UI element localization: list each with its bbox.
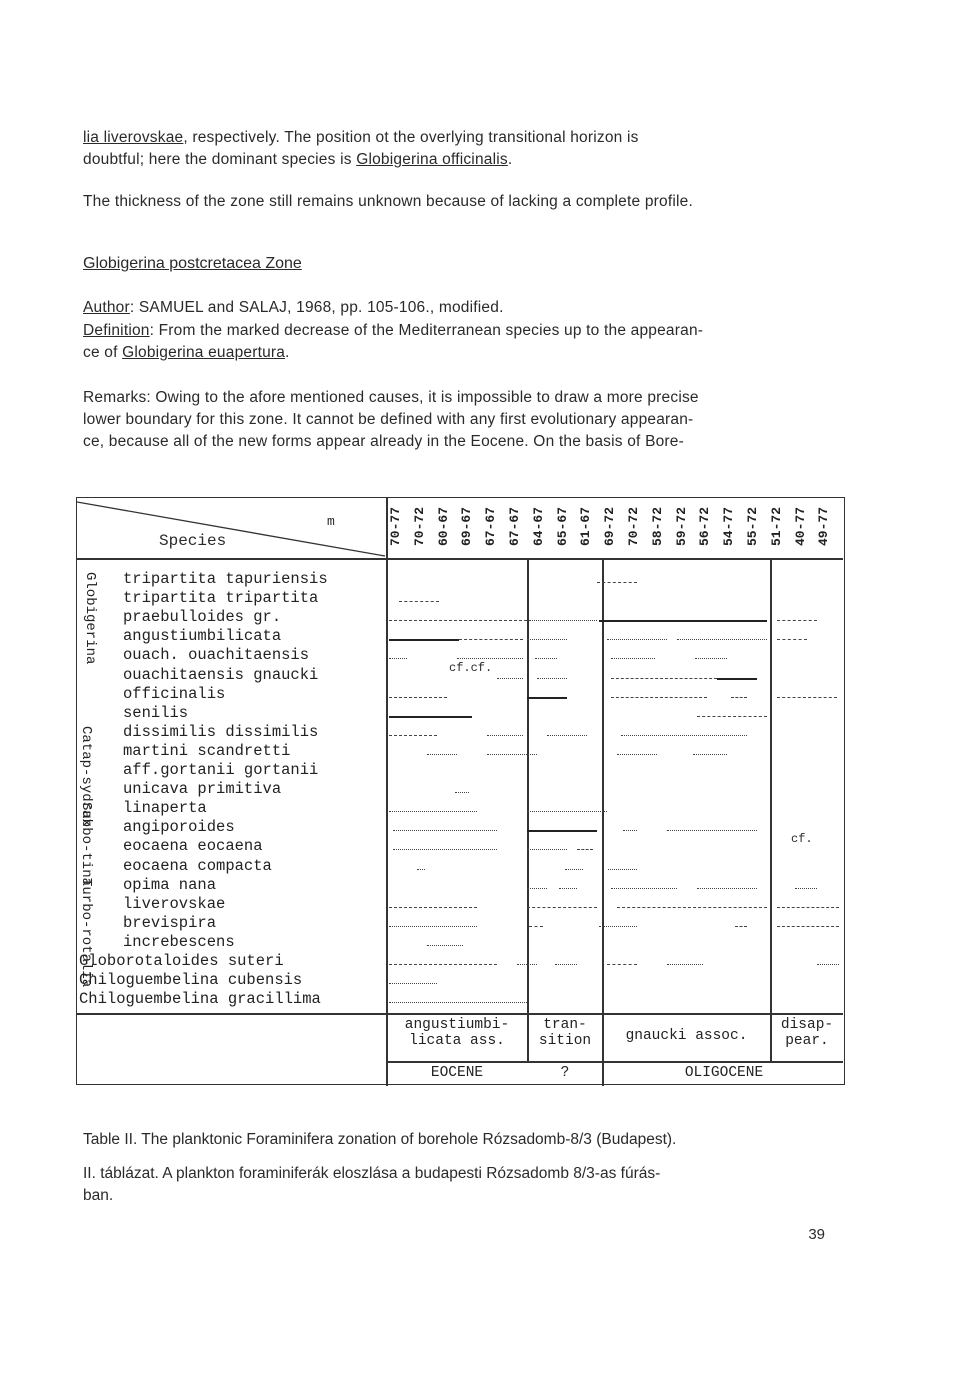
sample-depth-label: 67-67: [507, 506, 522, 546]
range-segment: [599, 926, 637, 927]
range-segment: [517, 964, 537, 965]
range-segment: [389, 735, 437, 736]
species-row: ouach. ouachitaensis: [123, 646, 310, 665]
range-segment: [389, 697, 447, 698]
range-segment: [389, 811, 477, 812]
sample-depth-label: 69-72: [602, 506, 618, 546]
sample-depth-label: 69-67: [459, 506, 475, 546]
range-segment: [607, 964, 637, 965]
sample-depth-label: 60-67: [435, 506, 451, 546]
species-row: eocaena compacta: [123, 856, 272, 875]
assemblage-angustiumbilicata: angustiumbi-licata ass.: [404, 1017, 510, 1049]
species-row: praebulloides gr.: [123, 608, 282, 627]
range-segment: [667, 830, 757, 831]
species-row: dissimilis dissimilis: [123, 722, 319, 741]
range-segment: [389, 639, 459, 641]
range-segment: [389, 716, 472, 718]
range-segment: [389, 907, 477, 908]
range-segment: [459, 639, 523, 640]
range-segment: [555, 964, 577, 965]
range-segment: [621, 735, 747, 736]
range-segment: [577, 849, 593, 850]
range-segment: [427, 945, 463, 946]
range-segment: [389, 658, 407, 659]
range-segment: [537, 678, 567, 679]
zone-heading: Globigerina postcretacea Zone: [83, 255, 302, 272]
range-segment: [547, 735, 587, 736]
range-segment: [617, 907, 767, 908]
species-row: angiporoides: [123, 818, 235, 837]
range-segment: [427, 754, 457, 755]
range-segment: [527, 830, 597, 832]
sample-depth-label: 61-67: [578, 506, 594, 546]
cf-label-2: cf.: [791, 832, 813, 846]
corner-diagonal: [77, 498, 387, 560]
intro-line-1: lia liverovskae, respectively. The position ot the overlying transitional horizon is: [83, 129, 639, 146]
assemblage-transition: tran-sition: [538, 1017, 592, 1049]
range-segment: [608, 869, 637, 870]
sample-depth-label: 49-77: [816, 506, 832, 546]
range-segment: [393, 849, 497, 850]
range-segment: [389, 983, 437, 984]
range-segment: [599, 620, 767, 622]
species-row: martini scandretti: [123, 741, 291, 760]
sample-depth-label: 64-67: [530, 506, 546, 546]
footer-divider: [77, 1013, 843, 1015]
species-row: tripartita tapuriensis: [123, 570, 328, 588]
sample-depth-label: 54-77: [721, 506, 737, 546]
group-label-subbotina: Subbo-tina: [78, 802, 94, 887]
range-segment: [399, 601, 439, 602]
range-segment: [697, 716, 767, 717]
species-row: linaperta: [123, 799, 207, 818]
assemblage-gnaucki: gnaucki assoc.: [625, 1028, 748, 1044]
sample-depth-label: 56-72: [697, 506, 713, 546]
sample-depth-label: 67-67: [483, 506, 499, 546]
range-segment: [611, 658, 655, 659]
sample-depth-label: 51-72: [768, 506, 784, 546]
range-segment: [455, 792, 469, 793]
species-header: Species: [159, 532, 227, 550]
species-row: senilis: [123, 703, 189, 722]
sample-depth-label: 70-72: [411, 506, 427, 546]
remarks-line-2: lower boundary for this zone. It cannot be defined with any first evolutionary appearan-: [83, 411, 694, 428]
range-segment: [777, 639, 807, 640]
range-segment: [667, 964, 703, 965]
range-segment: [417, 869, 425, 870]
intro-line-3: The thickness of the zone still remains unknown because of lacking a complete profile.: [83, 193, 693, 210]
range-segment: [527, 888, 547, 889]
species-row: ouachitaensis gnaucki: [123, 665, 319, 684]
range-segment: [735, 926, 747, 927]
group-label-turborotalia: Turbo-rotalia: [78, 878, 94, 988]
species-row: Chiloguembelina gracillima: [79, 990, 321, 1009]
range-segment: [597, 582, 637, 583]
author-line: Author: SAMUEL and SALAJ, 1968, pp. 105-106., modified.: [83, 299, 504, 316]
range-segment: [611, 697, 707, 698]
range-segment: [393, 830, 497, 831]
range-segment: [695, 658, 727, 659]
range-segment: [731, 697, 747, 698]
range-segment: [559, 888, 577, 889]
species-row: opima nana: [123, 875, 217, 894]
range-segment: [611, 888, 677, 889]
range-segment: [529, 926, 543, 927]
caption-hu-1: II. táblázat. A plankton foraminiferák eloszlása a budapesti Rózsadomb 8/3-as fúrás-: [83, 1165, 661, 1182]
range-segment: [457, 658, 523, 659]
species-row: brevispira: [123, 913, 217, 932]
definition-line-1: Definition: From the marked decrease of the Mediterranean species up to the appearan-: [83, 322, 704, 339]
range-segment: [777, 620, 817, 621]
caption-en: Table II. The planktonic Foraminifera zonation of borehole Rózsadomb-8/3 (Budapest).: [83, 1131, 677, 1148]
age-eocene: EOCENE: [430, 1065, 484, 1081]
range-segment: [389, 964, 497, 965]
remarks-line-3: ce, because all of the new forms appear already in the Eocene. On the basis of Bore-: [83, 433, 684, 450]
species-row: Globorotaloides suteri: [79, 952, 284, 970]
caption-hu-2: ban.: [83, 1187, 114, 1204]
range-segment: [497, 678, 523, 679]
assemblage-disappear: disap-pear.: [780, 1017, 834, 1049]
range-segment: [527, 907, 597, 908]
sample-depth-label: 65-67: [554, 506, 570, 546]
zone-divider-1: [527, 558, 529, 1013]
range-segment: [795, 888, 817, 889]
sample-depth-label: 70-77: [388, 506, 403, 546]
range-segment: [535, 658, 557, 659]
range-segment: [777, 907, 839, 908]
range-segment: [817, 964, 839, 965]
range-segment: [487, 735, 523, 736]
range-segment: [617, 754, 657, 755]
range-segment: [527, 849, 567, 850]
zone-divider-2: [602, 558, 604, 1086]
remarks-line-1: Remarks: Owing to the afore mentioned causes, it is impossible to draw a more precise: [83, 389, 699, 406]
range-segment: [527, 697, 567, 699]
age-divider: [386, 1061, 843, 1063]
species-row: officinalis: [123, 684, 226, 703]
age-unknown: ?: [560, 1065, 570, 1081]
sample-depth-label: 59-72: [673, 506, 689, 546]
footer-divider-1: [527, 1013, 529, 1061]
zone-divider-3: [770, 558, 772, 1061]
range-segment: [607, 639, 667, 640]
species-row: aff.gortanii gortanii: [123, 761, 319, 779]
sample-depth-label: 40-77: [792, 506, 808, 546]
sample-depth-label: 58-72: [649, 506, 665, 546]
range-segment: [717, 678, 757, 680]
group-label-catapsydrax: Catap-sydrax: [78, 726, 94, 827]
corner-label: m: [327, 514, 335, 529]
range-segment: [777, 697, 837, 698]
species-row: tripartita tripartita: [123, 589, 319, 608]
species-row: eocaena eocaena: [123, 837, 263, 856]
header-divider: [77, 558, 843, 560]
sample-depth-label: 70-72: [626, 506, 641, 546]
species-ref: Globigerina officinalis: [356, 151, 508, 168]
range-segment: [565, 869, 583, 870]
group-label-globigerina: Globigerina: [82, 572, 98, 665]
species-row: liverovskae: [123, 894, 226, 913]
range-segment: [611, 678, 717, 679]
definition-line-2: ce of Globigerina euapertura.: [83, 344, 290, 361]
range-segment: [487, 754, 537, 755]
species-row: increbescens: [123, 932, 235, 951]
species-row: Chiloguembelina cubensis: [79, 971, 303, 990]
species-row: angustiumbilicata: [123, 627, 282, 646]
cf-label-1: cf.cf.: [449, 661, 493, 675]
age-oligocene: OLIGOCENE: [684, 1065, 764, 1081]
range-segment: [389, 1002, 527, 1003]
distribution-table: [76, 497, 845, 1085]
range-segment: [697, 888, 757, 889]
range-segment: [623, 830, 637, 831]
range-segment: [677, 639, 767, 640]
range-segment: [389, 620, 527, 621]
species-row: unicava primitiva: [123, 780, 282, 799]
range-segment: [527, 639, 567, 640]
species-ref: lia liverovskae: [83, 129, 184, 146]
range-segment: [693, 754, 727, 755]
range-segment: [527, 811, 607, 812]
range-segment: [777, 926, 839, 927]
range-segment: [389, 926, 477, 927]
intro-line-2: doubtful; here the dominant species is Globigerina officinalis.: [83, 151, 513, 168]
sample-depth-label: 55-72: [745, 506, 760, 546]
range-segment: [529, 620, 597, 621]
page-number: 39: [808, 1226, 825, 1243]
